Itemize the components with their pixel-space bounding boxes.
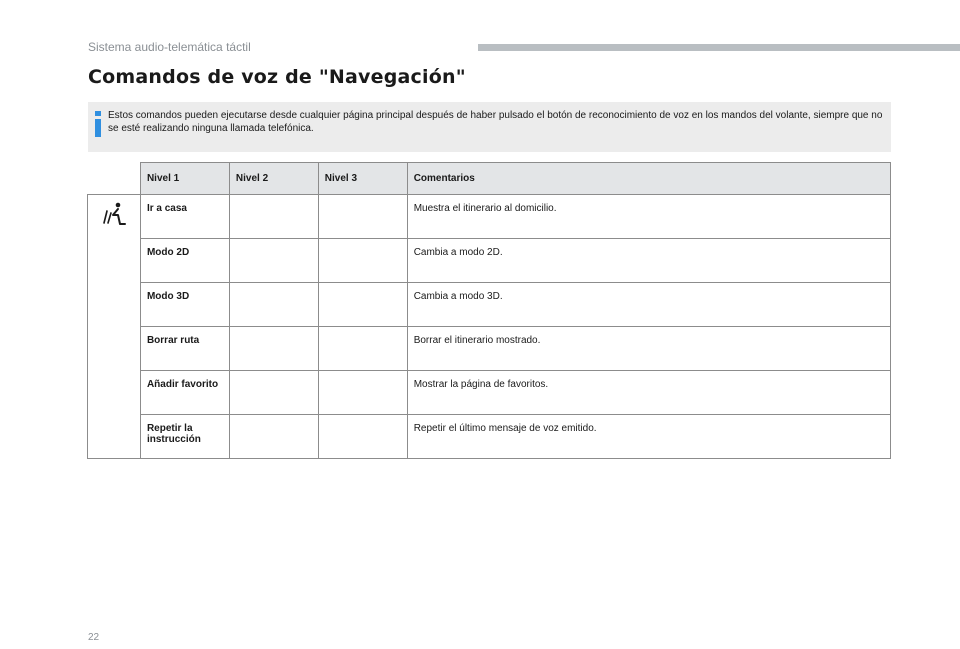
comment-cell: Repetir el último mensaje de voz emitido.: [407, 415, 890, 459]
level1-cell: Borrar ruta: [140, 327, 229, 371]
comment-cell: Cambia a modo 3D.: [407, 283, 890, 327]
table-header-row: [88, 163, 891, 195]
comment-cell: Borrar el itinerario mostrado.: [407, 327, 890, 371]
level1-cell: Ir a casa: [140, 195, 229, 239]
info-box: [88, 102, 891, 152]
table-row: [88, 327, 891, 371]
table-row: [88, 371, 891, 415]
level3-cell: [318, 371, 407, 415]
table-header-blank: [88, 163, 141, 195]
page-title: Comandos de voz de "Navegación": [88, 66, 466, 88]
table-row: [88, 239, 891, 283]
level1-cell: Modo 2D: [140, 239, 229, 283]
voice-commands-table: [87, 162, 891, 459]
level2-cell: [229, 371, 318, 415]
level2-cell: [229, 283, 318, 327]
level3-cell: [318, 415, 407, 459]
info-text: Estos comandos pueden ejecutarse desde cualquier página principal después de haber pulsado el botón de reconocimiento de voz en los mandos del volante, siempre que no se esté realizando ninguna llamada telefónica.: [108, 110, 883, 134]
level2-cell: [229, 195, 318, 239]
page-number: 22: [88, 632, 100, 643]
level1-cell: Repetir la instrucción: [140, 415, 229, 459]
level3-cell: [318, 283, 407, 327]
comment-cell: Mostrar la página de favoritos.: [407, 371, 890, 415]
level1-cell: Añadir favorito: [140, 371, 229, 415]
table-row: [88, 415, 891, 459]
level3-cell: [318, 195, 407, 239]
voice-command-icon: [101, 201, 127, 229]
table-row: [88, 283, 891, 327]
level3-cell: [318, 239, 407, 283]
table-header-cell: Comentarios: [407, 163, 890, 195]
level3-cell: [318, 327, 407, 371]
level2-cell: [229, 415, 318, 459]
level1-cell: Modo 3D: [140, 283, 229, 327]
info-icon: [95, 111, 101, 137]
table-row: [88, 195, 891, 239]
table-header-cell: Nivel 2: [229, 163, 318, 195]
table-header-cell: Nivel 1: [140, 163, 229, 195]
section-header-text: Sistema audio-telemática táctil: [88, 40, 251, 54]
comment-cell: Cambia a modo 2D.: [407, 239, 890, 283]
level2-cell: [229, 327, 318, 371]
section-header-bar: [478, 44, 960, 51]
table-header-cell: Nivel 3: [318, 163, 407, 195]
level2-cell: [229, 239, 318, 283]
comment-cell: Muestra el itinerario al domicilio.: [407, 195, 890, 239]
voice-icon-cell: [88, 195, 141, 459]
